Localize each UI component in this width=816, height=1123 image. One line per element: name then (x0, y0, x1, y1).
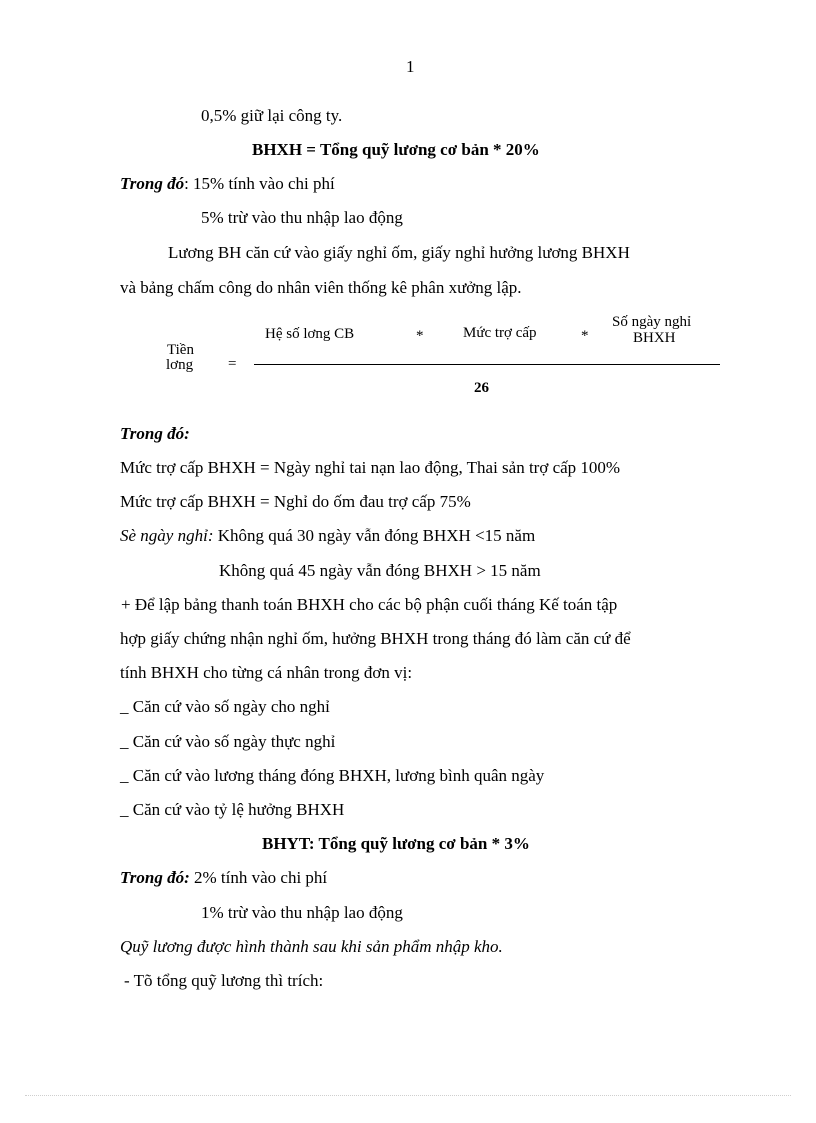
italic-note: Quỹ lương được hình thành sau khi sản phẩm nhập kho. (120, 937, 503, 956)
text-line: 0,5% giữ lại công ty. (201, 106, 343, 125)
trong-do-text: 2% tính vào chi phí (189, 868, 328, 887)
list-item: _ Căn cứ vào lương tháng đóng BHXH, lương bình quân ngày (120, 766, 545, 785)
text-line: và bảng chấm công do nhân viên thống kê phân xưởng lập. (120, 278, 522, 297)
text-line: Lương BH căn cứ vào giấy nghỉ ốm, giấy nghỉ hưởng lương BHXH (168, 243, 630, 262)
text-line: tính BHXH cho từng cá nhân trong đơn vị: (120, 663, 413, 682)
text-line: + Để lập bảng thanh toán BHXH cho các bộ phận cuối tháng Kế toán tập (121, 595, 618, 614)
footer-divider (25, 1095, 791, 1096)
formula-bhyt-heading: BHYT: Tổng quỹ lương cơ bản * 3% (262, 834, 530, 853)
formula-equals: = (228, 356, 237, 372)
formula-operator: * (581, 328, 589, 344)
formula-denominator: 26 (474, 380, 489, 396)
page-number: 1 (406, 57, 415, 76)
trong-do-line-1 (120, 175, 335, 192)
formula-bhxh-heading: BHXH = Tổng quỹ lương cơ bản * 20% (252, 140, 540, 159)
text-line: Mức trợ cấp BHXH = Ngày nghỉ tai nạn lao động, Thai sản trợ cấp 100% (120, 458, 621, 477)
trong-do-label: Trong đó (120, 174, 185, 193)
trong-do-heading: Trong đó: (120, 424, 190, 443)
text-line: - Tõ tổng quỹ lương thì trích: (124, 971, 324, 990)
trong-do-line-3 (120, 869, 327, 886)
fraction-bar (254, 364, 720, 365)
text-line: hợp giấy chứng nhận nghỉ ốm, hưởng BHXH trong tháng đó làm căn cứ để (120, 629, 631, 648)
list-item: _ Căn cứ vào số ngày cho nghỉ (120, 697, 330, 716)
trong-do-label: Trong đó: (120, 868, 190, 887)
trong-do-text: : 15% tính vào chi phí (184, 174, 335, 193)
text-line: Mức trợ cấp BHXH = Nghỉ do ốm đau trợ cấp 75% (120, 492, 471, 511)
so-ngay-nghi-label: Sè ngày nghỉ: (120, 526, 214, 545)
formula-lhs-line2: lơng (166, 357, 194, 373)
formula-term-days-line2: BHXH (633, 330, 676, 346)
text-line: Không quá 45 ngày vẫn đóng BHXH > 15 năm (219, 561, 541, 580)
formula-term-allowance: Mức trợ cấp (463, 325, 537, 341)
formula-lhs-line1: Tiền (167, 342, 194, 358)
text-line: 5% trừ vào thu nhập lao động (201, 208, 403, 227)
so-ngay-nghi-line (120, 527, 535, 544)
formula-operator: * (416, 328, 424, 344)
list-item: _ Căn cứ vào số ngày thực nghỉ (120, 732, 336, 751)
formula-term-days-line1: Số ngày nghỉ (612, 314, 692, 330)
text-line: 1% trừ vào thu nhập lao động (201, 903, 403, 922)
so-ngay-nghi-text: Không quá 30 ngày vẫn đóng BHXH <15 năm (213, 526, 536, 545)
list-item: _ Căn cứ vào tỷ lệ hưởng BHXH (120, 800, 345, 819)
formula-term-coefficient: Hệ số lơng CB (265, 326, 355, 342)
